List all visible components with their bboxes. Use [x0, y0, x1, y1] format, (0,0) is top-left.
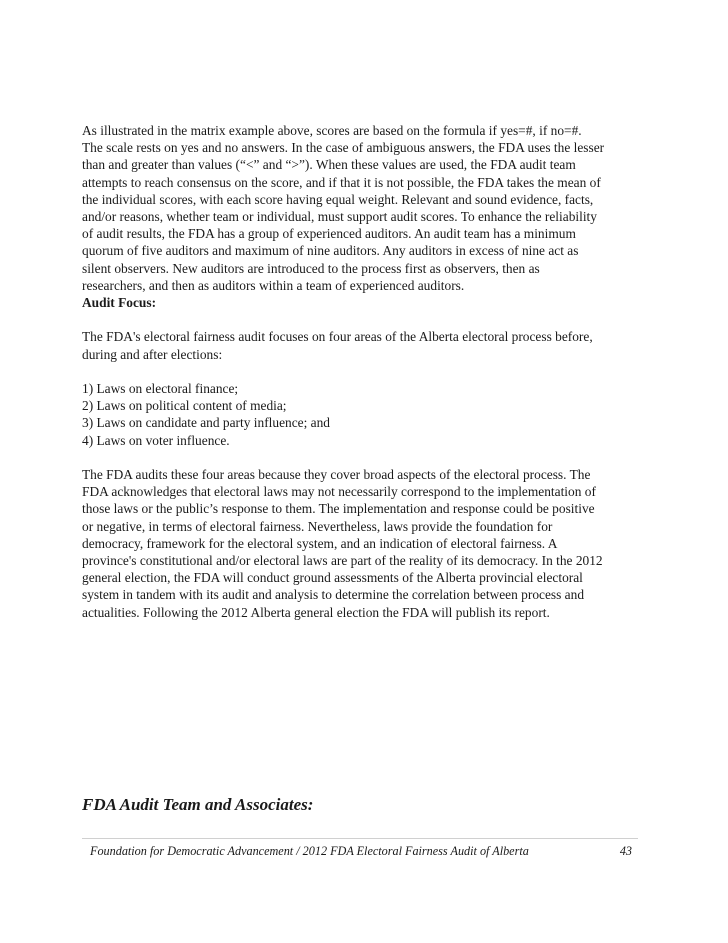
- text-line: actualities. Following the 2012 Alberta general election the FDA will publish its report.: [82, 604, 550, 620]
- text-line: As illustrated in the matrix example above, scores are based on the formula if yes=#, if no=#.: [82, 123, 582, 138]
- paragraph-spacer: [82, 363, 662, 380]
- paragraph-rationale: [82, 466, 662, 621]
- text-line: and/or reasons, whether team or individual, must support audit scores. To enhance the reliability: [82, 209, 597, 225]
- list-item: 2) Laws on political content of media;: [82, 398, 287, 414]
- text-line: attempts to reach consensus on the score, and if that it is not possible, the FDA takes the mean of: [82, 174, 601, 190]
- text-line: general election, the FDA will conduct ground assessments of the Alberta provincial electoral: [82, 570, 583, 586]
- text-line: system in tandem with its audit and analysis to determine the correlation between process and: [82, 587, 585, 603]
- text-line: researchers, and then as auditors within a team of experienced auditors.: [82, 277, 465, 293]
- page-number: 43: [619, 844, 632, 858]
- page-footer: [82, 838, 638, 858]
- list-item: 1) Laws on electoral finance;: [82, 381, 239, 397]
- section-heading: FDA Audit Team and Associates:: [82, 795, 314, 814]
- body-text: [82, 122, 662, 621]
- text-line: The FDA audits these four areas because they cover broad aspects of the electoral process. The: [82, 467, 591, 483]
- text-line: quorum of five auditors and maximum of nine auditors. Any auditors in excess of nine act as: [82, 243, 579, 259]
- text-line: during and after elections:: [82, 346, 223, 362]
- paragraph-audit-focus: [82, 328, 662, 362]
- text-line: than and greater than values (“<” and “>”). When these values are used, the FDA audit team: [82, 157, 576, 173]
- list-item: 3) Laws on candidate and party influence; and: [82, 415, 331, 431]
- text-line: FDA acknowledges that electoral laws may not necessarily correspond to the implementation of: [82, 484, 596, 500]
- paragraph-scoring: [82, 122, 662, 294]
- text-line: the individual scores, with each score having equal weight. Relevant and sound evidence, facts,: [82, 191, 594, 207]
- list-item: 4) Laws on voter influence.: [82, 432, 230, 448]
- text-line: democracy, framework for the electoral system, and an indication of electoral fairness. A: [82, 535, 558, 551]
- focus-areas-list: [82, 380, 662, 449]
- text-line: or negative, in terms of electoral fairness. Nevertheless, laws provide the foundation for: [82, 518, 553, 534]
- footer-text: Foundation for Democratic Advancement / 2012 FDA Electoral Fairness Audit of Alberta: [90, 844, 529, 858]
- text-line: silent observers. New auditors are introduced to the process first as observers, then as: [82, 260, 540, 276]
- paragraph-spacer: [82, 449, 662, 466]
- paragraph-spacer: [82, 311, 662, 328]
- text-line: of audit results, the FDA has a group of experienced auditors. An audit team has a minimum: [82, 226, 576, 242]
- text-line: The scale rests on yes and no answers. In the case of ambiguous answers, the FDA uses the lesser: [82, 140, 605, 156]
- audit-focus-heading: Audit Focus:: [82, 295, 157, 311]
- text-line: The FDA's electoral fairness audit focuses on four areas of the Alberta electoral process before,: [82, 329, 593, 345]
- text-line: province's constitutional and/or electoral laws are part of the reality of its democracy. In the 2012: [82, 553, 603, 569]
- text-line: those laws or the public’s response to them. The implementation and response could be positive: [82, 501, 595, 517]
